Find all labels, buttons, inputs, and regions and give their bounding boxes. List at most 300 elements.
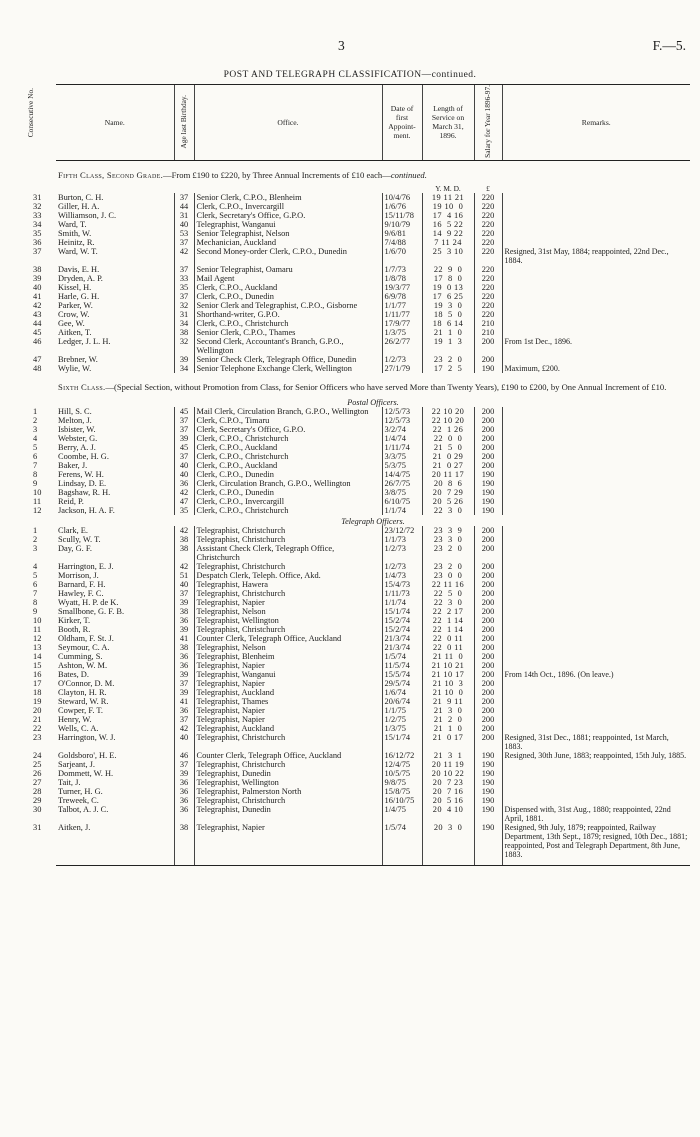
row-date: 1/6/70: [382, 247, 422, 265]
row-name: Scully, W. T.: [58, 534, 101, 544]
row-office: Senior Clerk, C.P.O., Blenheim: [194, 193, 382, 202]
sixth-class-title: Sixth Class.: [58, 381, 106, 392]
col-date: Date of first Appoint-ment.: [382, 85, 422, 161]
row-length: 22 2 17: [422, 607, 474, 616]
row-date: 1/3/75: [382, 724, 422, 733]
row-age: 47: [174, 497, 194, 506]
row-office: Clerk, C.P.O., Dunedin: [194, 470, 382, 479]
row-remarks: [502, 193, 690, 202]
row-date: 1/1/74: [382, 506, 422, 515]
table-row: 12 Oldham, F. St. J. 41 Counter Clerk, Telegraph Office, Auckland 21/3/74 22 0 11 200: [56, 634, 690, 643]
row-age: 39: [174, 598, 194, 607]
table-row: 6 Barnard, F. H. 40 Telegraphist, Hawera 15/4/73 22 11 16 200: [56, 580, 690, 589]
row-name: Steward, W. R.: [58, 696, 109, 706]
row-date: 1/4/73: [382, 571, 422, 580]
row-age: 37: [174, 425, 194, 434]
row-salary: 190: [474, 805, 502, 823]
table-row: 37 Ward, W. T. 42 Second Money-order Clerk, C.P.O., Dunedin 1/6/70 25 3 10 220 Resigned, 31st May, 1884; reappointed, 22nd Dec., 1884.: [56, 247, 690, 265]
row-age: 41: [174, 697, 194, 706]
row-remarks: [502, 461, 690, 470]
row-date: 19/3/77: [382, 283, 422, 292]
row-remarks: [502, 526, 690, 535]
row-office: Clerk, C.P.O., Christchurch: [194, 452, 382, 461]
row-length: 22 3 0: [422, 598, 474, 607]
table-row: 26 Dommett, W. H. 39 Telegraphist, Dunedin 10/5/75 20 10 22 190: [56, 769, 690, 778]
row-date: 21/3/74: [382, 634, 422, 643]
row-date: 1/11/74: [382, 443, 422, 452]
row-date: 1/4/74: [382, 434, 422, 443]
row-age: 36: [174, 652, 194, 661]
row-name: Day, G. F.: [58, 543, 92, 553]
row-length: 21 10 21: [422, 661, 474, 670]
row-salary: 190: [474, 769, 502, 778]
table-row: 5 Berry, A. J. 45 Clerk, C.P.O., Auckland 1/11/74 21 5 0 200: [56, 443, 690, 452]
table-row: 14 Cumming, S. 36 Telegraphist, Blenheim 1/5/74 21 11 0 200: [56, 652, 690, 661]
table-row: 10 Bagshaw, R. H. 42 Clerk, C.P.O., Dunedin 3/8/75 20 7 29 190: [56, 488, 690, 497]
row-length: 21 10 0: [422, 688, 474, 697]
row-salary: 200: [474, 452, 502, 461]
row-salary: 200: [474, 733, 502, 751]
row-length: 20 10 22: [422, 769, 474, 778]
row-length: 21 9 11: [422, 697, 474, 706]
row-salary: 200: [474, 598, 502, 607]
units-pound: £: [486, 183, 490, 193]
table-row: 48 Wylie, W. 34 Senior Telephone Exchange Clerk, Wellington 27/1/79 17 2 5 190 Maximum, £200.: [56, 364, 690, 373]
row-name: Parker, W.: [58, 300, 93, 310]
row-date: 7/4/88: [382, 238, 422, 247]
row-age: 39: [174, 434, 194, 443]
row-length: 21 1 0: [422, 724, 474, 733]
row-salary: 200: [474, 589, 502, 598]
table-row: 13 Seymour, C. A. 38 Telegraphist, Nelson 21/3/74 22 0 11 200: [56, 643, 690, 652]
row-office: Clerk, C.P.O., Dunedin: [194, 292, 382, 301]
row-office: Telegraphist, Nelson: [194, 607, 382, 616]
row-office: Clerk, C.P.O., Christchurch: [194, 506, 382, 515]
row-date: 9/10/79: [382, 220, 422, 229]
row-name: Davis, E. H.: [58, 264, 100, 274]
table-row: 1 Hill, S. C. 45 Mail Clerk, Circulation Branch, G.P.O., Wellington 12/5/73 22 10 20 200: [56, 407, 690, 416]
row-office: Telegraphist, Auckland: [194, 724, 382, 733]
row-office: Mechanician, Auckland: [194, 238, 382, 247]
row-age: 33: [174, 274, 194, 283]
row-date: 1/7/73: [382, 265, 422, 274]
row-age: 37: [174, 416, 194, 425]
row-age: 36: [174, 616, 194, 625]
row-age: 39: [174, 670, 194, 679]
table-row: 11 Booth, R. 39 Telegraphist, Christchurch 15/2/74 22 1 14 200: [56, 625, 690, 634]
row-name: Smith, W.: [58, 228, 92, 238]
row-salary: 200: [474, 434, 502, 443]
row-name: Hill, S. C.: [58, 406, 92, 416]
fifth-class-heading: Fifth Class, Second Grade.—From £190 to £220, by Three Annual Increments of £10 each—continued.: [58, 169, 427, 180]
row-name: Isbister, W.: [58, 424, 96, 434]
row-name: Baker, J.: [58, 460, 88, 470]
row-name: Seymour, C. A.: [58, 642, 110, 652]
row-date: 1/1/75: [382, 706, 422, 715]
row-length: 19 0 13: [422, 283, 474, 292]
row-date: 1/1/74: [382, 598, 422, 607]
row-date: 1/5/74: [382, 823, 422, 866]
row-office: Mail Agent: [194, 274, 382, 283]
row-age: 37: [174, 715, 194, 724]
row-remarks: [502, 497, 690, 506]
row-name: Wyatt, H. P. de K.: [58, 597, 119, 607]
row-age: 34: [174, 364, 194, 373]
col-length: Length of Service on March 31, 1896.: [422, 85, 474, 161]
table-row: 2 Melton, J. 37 Clerk, C.P.O., Timaru 12/5/73 22 10 20 200: [56, 416, 690, 425]
row-age: 37: [174, 589, 194, 598]
row-salary: 220: [474, 310, 502, 319]
row-office: Clerk, C.P.O., Timaru: [194, 416, 382, 425]
row-date: 12/4/75: [382, 760, 422, 769]
row-salary: 190: [474, 778, 502, 787]
row-age: 36: [174, 706, 194, 715]
row-office: Telegraphist, Napier: [194, 715, 382, 724]
row-date: 1/3/75: [382, 328, 422, 337]
row-salary: 210: [474, 319, 502, 328]
table-row: 32 Giller, H. A. 44 Clerk, C.P.O., Invercargill 1/6/76 19 10 0 220: [56, 202, 690, 211]
row-remarks: [502, 479, 690, 488]
row-remarks: [502, 506, 690, 515]
row-date: 1/1/73: [382, 535, 422, 544]
row-salary: 220: [474, 238, 502, 247]
row-name: Bagshaw, R. H.: [58, 487, 111, 497]
table-row: 8 Ferens, W. H. 40 Clerk, C.P.O., Dunedin 14/4/75 20 11 17 190: [56, 470, 690, 479]
row-age: 40: [174, 733, 194, 751]
row-length: 17 6 25: [422, 292, 474, 301]
row-remarks: [502, 778, 690, 787]
row-remarks: [502, 220, 690, 229]
row-date: 10/4/76: [382, 193, 422, 202]
row-remarks: [502, 787, 690, 796]
row-length: 21 1 0: [422, 328, 474, 337]
row-age: 38: [174, 544, 194, 562]
row-office: Telegraphist, Christchurch: [194, 526, 382, 535]
postal-officers-heading: Postal Officers.: [347, 397, 399, 407]
row-name: Harrington, W. J.: [58, 732, 116, 742]
row-salary: 220: [474, 283, 502, 292]
page-number: 3: [338, 38, 345, 53]
units-ymd: Y. M. D.: [435, 183, 461, 193]
col-office: Office.: [194, 85, 382, 161]
row-name: Burton, C. H.: [58, 192, 104, 202]
row-date: 6/10/75: [382, 497, 422, 506]
row-length: 21 10 17: [422, 670, 474, 679]
row-name: Tait, J.: [58, 777, 81, 787]
row-date: 9/6/81: [382, 229, 422, 238]
row-length: 23 3 0: [422, 535, 474, 544]
row-name: Ward, W. T.: [58, 246, 98, 256]
row-date: 29/5/74: [382, 679, 422, 688]
row-date: 5/3/75: [382, 461, 422, 470]
row-remarks: [502, 643, 690, 652]
row-age: 35: [174, 506, 194, 515]
row-date: 1/2/73: [382, 544, 422, 562]
row-name: Morrison, J.: [58, 570, 99, 580]
row-salary: 190: [474, 497, 502, 506]
row-date: 20/6/74: [382, 697, 422, 706]
row-age: 32: [174, 301, 194, 310]
row-name: Jackson, H. A. F.: [58, 505, 115, 515]
row-remarks: [502, 425, 690, 434]
row-name: Kirker, T.: [58, 615, 91, 625]
col-remarks: Remarks.: [502, 85, 690, 161]
row-salary: 200: [474, 571, 502, 580]
row-remarks: [502, 229, 690, 238]
row-length: 22 5 0: [422, 589, 474, 598]
row-salary: 200: [474, 688, 502, 697]
row-date: 26/2/77: [382, 337, 422, 355]
sixth-class-description: —(Special Section, without Promotion from Class, for Senior Officers who have served More than Twenty Years), £190 to £200, by One Annual Increment of £10.: [105, 381, 667, 392]
row-date: 1/6/74: [382, 688, 422, 697]
row-length: 20 7 23: [422, 778, 474, 787]
row-salary: 200: [474, 697, 502, 706]
row-name: Kissel, H.: [58, 282, 92, 292]
row-remarks: [502, 211, 690, 220]
table-row: 24 Goldsboro', H. E. 46 Counter Clerk, Telegraph Office, Auckland 16/12/72 21 3 1 190 Resigned, 30th June, 1883; reappointed, 15th July, 1885.: [56, 751, 690, 760]
table-row: 20 Cowper, F. T. 36 Telegraphist, Napier 1/1/75 21 3 0 200: [56, 706, 690, 715]
table-row: 16 Bates, D. 39 Telegraphist, Wanganui 15/5/74 21 10 17 200 From 14th Oct., 1896. (On leave.): [56, 670, 690, 679]
row-length: 19 10 0: [422, 202, 474, 211]
row-date: 10/5/75: [382, 769, 422, 778]
row-age: 36: [174, 479, 194, 488]
row-date: 26/7/75: [382, 479, 422, 488]
row-salary: 200: [474, 443, 502, 452]
table-row: 29 Treweek, C. 36 Telegraphist, Christchurch 16/10/75 20 5 16 190: [56, 796, 690, 805]
row-salary: 200: [474, 580, 502, 589]
table-row: 34 Ward, T. 40 Telegraphist, Wanganui 9/10/79 16 5 22 220: [56, 220, 690, 229]
row-office: Clerk, C.P.O., Auckland: [194, 461, 382, 470]
row-name: Cowper, F. T.: [58, 705, 103, 715]
row-office: Clerk, C.P.O., Auckland: [194, 443, 382, 452]
table-row: 27 Tait, J. 36 Telegraphist, Wellington 9/8/75 20 7 23 190: [56, 778, 690, 787]
row-length: 7 11 24: [422, 238, 474, 247]
row-salary: 200: [474, 661, 502, 670]
col-age: Age last Birthday.: [174, 85, 194, 161]
row-remarks: From 14th Oct., 1896. (On leave.): [502, 670, 690, 679]
row-name: Melton, J.: [58, 415, 92, 425]
table-row: 38 Davis, E. H. 37 Senior Telegraphist, Oamaru 1/7/73 22 9 0 220: [56, 265, 690, 274]
row-office: Telegraphist, Christchurch: [194, 589, 382, 598]
row-length: 14 9 22: [422, 229, 474, 238]
row-name: Clark, E.: [58, 525, 89, 535]
row-remarks: [502, 488, 690, 497]
section-heading-row: [56, 160, 690, 184]
row-date: 17/9/77: [382, 319, 422, 328]
row-office: Telegraphist, Wanganui: [194, 670, 382, 679]
row-name: Giller, H. A.: [58, 201, 100, 211]
row-date: 14/4/75: [382, 470, 422, 479]
row-remarks: [502, 434, 690, 443]
table-row: 15 Ashton, W. M. 36 Telegraphist, Napier 11/5/74 21 10 21 200: [56, 661, 690, 670]
sixth-class-heading: [56, 373, 690, 396]
row-age: 40: [174, 470, 194, 479]
row-name: Sarjeant, J.: [58, 759, 95, 769]
row-name: Bates, D.: [58, 669, 89, 679]
row-remarks: Resigned, 9th July, 1879; reappointed, Railway Department, 13th Sept., 1879; resigned, 10th Dec., 1881; reappointed, Post and Telegraph Department, 8th June, 1883.: [502, 823, 690, 866]
row-salary: 200: [474, 461, 502, 470]
row-remarks: [502, 328, 690, 337]
row-length: 21 11 0: [422, 652, 474, 661]
row-name: Webster, G.: [58, 433, 98, 443]
row-date: 15/11/78: [382, 211, 422, 220]
row-name: Smallbone, G. F. B.: [58, 606, 125, 616]
row-office: Telegraphist, Wellington: [194, 778, 382, 787]
row-office: Telegraphist, Napier: [194, 661, 382, 670]
row-date: 1/6/76: [382, 202, 422, 211]
row-name: Brebner, W.: [58, 354, 98, 364]
row-date: 12/5/73: [382, 416, 422, 425]
row-age: 44: [174, 202, 194, 211]
row-remarks: [502, 760, 690, 769]
row-length: 18 5 0: [422, 310, 474, 319]
row-salary: 210: [474, 328, 502, 337]
row-name: Clayton, H. R.: [58, 687, 107, 697]
table-row: 21 Henry, W. 37 Telegraphist, Napier 1/2/75 21 2 0 200: [56, 715, 690, 724]
row-length: 21 0 27: [422, 461, 474, 470]
row-date: 16/10/75: [382, 796, 422, 805]
row-date: 3/8/75: [382, 488, 422, 497]
row-salary: 200: [474, 616, 502, 625]
row-length: 23 0 0: [422, 571, 474, 580]
row-name: Lindsay, D. E.: [58, 478, 107, 488]
row-remarks: [502, 562, 690, 571]
classification-table: [26, 84, 690, 866]
table-row: 8 Wyatt, H. P. de K. 39 Telegraphist, Napier 1/1/74 22 3 0 200: [56, 598, 690, 607]
row-date: 1/2/73: [382, 355, 422, 364]
row-age: 42: [174, 247, 194, 265]
row-office: Clerk, C.P.O., Auckland: [194, 283, 382, 292]
row-office: Telegraphist, Thames: [194, 697, 382, 706]
row-remarks: Resigned, 31st Dec., 1881; reappointed, 1st March, 1883.: [502, 733, 690, 751]
row-remarks: Resigned, 30th June, 1883; reappointed, 15th July, 1885.: [502, 751, 690, 760]
row-age: 31: [174, 211, 194, 220]
table-row: 6 Coombe, H. G. 37 Clerk, C.P.O., Christchurch 3/3/75 21 0 29 200: [56, 452, 690, 461]
row-name: Reid, P.: [58, 496, 84, 506]
row-age: 45: [174, 443, 194, 452]
row-age: 39: [174, 688, 194, 697]
row-remarks: Maximum, £200.: [502, 364, 690, 373]
row-age: 37: [174, 292, 194, 301]
row-office: Telegraphist, Wanganui: [194, 220, 382, 229]
row-salary: 200: [474, 634, 502, 643]
row-length: 21 0 17: [422, 733, 474, 751]
row-remarks: [502, 580, 690, 589]
row-length: 20 7 29: [422, 488, 474, 497]
row-office: Telegraphist, Wellington: [194, 616, 382, 625]
row-salary: 190: [474, 823, 502, 866]
row-date: 15/8/75: [382, 787, 422, 796]
row-salary: 190: [474, 751, 502, 760]
row-salary: 190: [474, 506, 502, 515]
row-name: Wells, C. A.: [58, 723, 99, 733]
row-length: 22 1 14: [422, 616, 474, 625]
col-salary: Salary for Year 1896-97.: [474, 85, 502, 161]
row-salary: 190: [474, 760, 502, 769]
row-length: 22 1 14: [422, 625, 474, 634]
row-length: 20 3 0: [422, 823, 474, 866]
row-name: O'Connor, D. M.: [58, 678, 115, 688]
row-office: Second Money-order Clerk, C.P.O., Dunedin: [194, 247, 382, 265]
row-remarks: [502, 319, 690, 328]
row-office: Telegraphist, Dunedin: [194, 769, 382, 778]
row-remarks: [502, 283, 690, 292]
row-office: Clerk, Circulation Branch, G.P.O., Wellington: [194, 479, 382, 488]
row-office: Senior Check Clerk, Telegraph Office, Dunedin: [194, 355, 382, 364]
row-length: 20 8 6: [422, 479, 474, 488]
section-heading-row: [56, 373, 690, 396]
row-length: 21 5 0: [422, 443, 474, 452]
row-name: Dryden, A. P.: [58, 273, 103, 283]
row-remarks: [502, 661, 690, 670]
row-name: Booth, R.: [58, 624, 91, 634]
row-remarks: From 1st Dec., 1896.: [502, 337, 690, 355]
row-length: 20 11 17: [422, 470, 474, 479]
row-salary: 220: [474, 229, 502, 238]
row-date: 11/5/74: [382, 661, 422, 670]
table-row: 36 Heinitz, R. 37 Mechanician, Auckland 7/4/88 7 11 24 220: [56, 238, 690, 247]
row-office: Clerk, C.P.O., Invercargill: [194, 202, 382, 211]
row-office: Telegraphist, Blenheim: [194, 652, 382, 661]
table-row: 31 Aitken, J. 38 Telegraphist, Napier 1/5/74 20 3 0 190 Resigned, 9th July, 1879; reappointed, Railway Department, 13th Sept., 1879; resigned, 10th Dec., 1881; reappointed, Post and Telegraph Department, 8th June, 1883.: [56, 823, 690, 866]
row-name: Wylie, W.: [58, 363, 92, 373]
row-office: Shorthand-writer, G.P.O.: [194, 310, 382, 319]
row-salary: 200: [474, 526, 502, 535]
row-name: Turner, H. G.: [58, 786, 103, 796]
row-name: Goldsboro', H. E.: [58, 750, 117, 760]
row-remarks: [502, 769, 690, 778]
table-row: 18 Clayton, H. R. 39 Telegraphist, Auckland 1/6/74 21 10 0 200: [56, 688, 690, 697]
row-name: Gee, W.: [58, 318, 85, 328]
row-office: Telegraphist, Christchurch: [194, 562, 382, 571]
row-date: 1/4/75: [382, 805, 422, 823]
table-body: [33, 160, 690, 865]
row-age: 45: [174, 407, 194, 416]
row-age: 42: [174, 562, 194, 571]
row-remarks: [502, 697, 690, 706]
row-length: 20 4 10: [422, 805, 474, 823]
row-salary: 200: [474, 607, 502, 616]
row-name: Aitken, J.: [56, 823, 174, 866]
row-remarks: [502, 607, 690, 616]
row-salary: 190: [474, 364, 502, 373]
row-office: Telegraphist, Napier: [194, 706, 382, 715]
table-row: 40 Kissel, H. 35 Clerk, C.P.O., Auckland 19/3/77 19 0 13 220: [56, 283, 690, 292]
row-age: 38: [174, 535, 194, 544]
row-office: Despatch Clerk, Teleph. Office, Akd.: [194, 571, 382, 580]
table-row: 11 Reid, P. 47 Clerk, C.P.O., Invercargill 6/10/75 20 5 26 190: [56, 497, 690, 506]
row-length: 22 3 0: [422, 506, 474, 515]
row-length: 22 0 0: [422, 434, 474, 443]
row-salary: 200: [474, 416, 502, 425]
row-date: 16/12/72: [382, 751, 422, 760]
row-name: Berry, A. J.: [58, 442, 96, 452]
row-length: 17 2 5: [422, 364, 474, 373]
row-age: 37: [174, 760, 194, 769]
row-age: 38: [174, 328, 194, 337]
table-row: 28 Turner, H. G. 36 Telegraphist, Palmerston North 15/8/75 20 7 16 190: [56, 787, 690, 796]
row-age: 42: [174, 526, 194, 535]
row-remarks: [502, 452, 690, 461]
row-age: 38: [174, 643, 194, 652]
row-length: 22 10 20: [422, 416, 474, 425]
row-name: Hawley, F. C.: [58, 588, 104, 598]
row-remarks: [502, 589, 690, 598]
table-row: 43 Crow, W. 31 Shorthand-writer, G.P.O. 1/11/77 18 5 0 220: [56, 310, 690, 319]
row-age: 46: [174, 751, 194, 760]
row-age: 36: [174, 778, 194, 787]
row-date: 15/5/74: [382, 670, 422, 679]
